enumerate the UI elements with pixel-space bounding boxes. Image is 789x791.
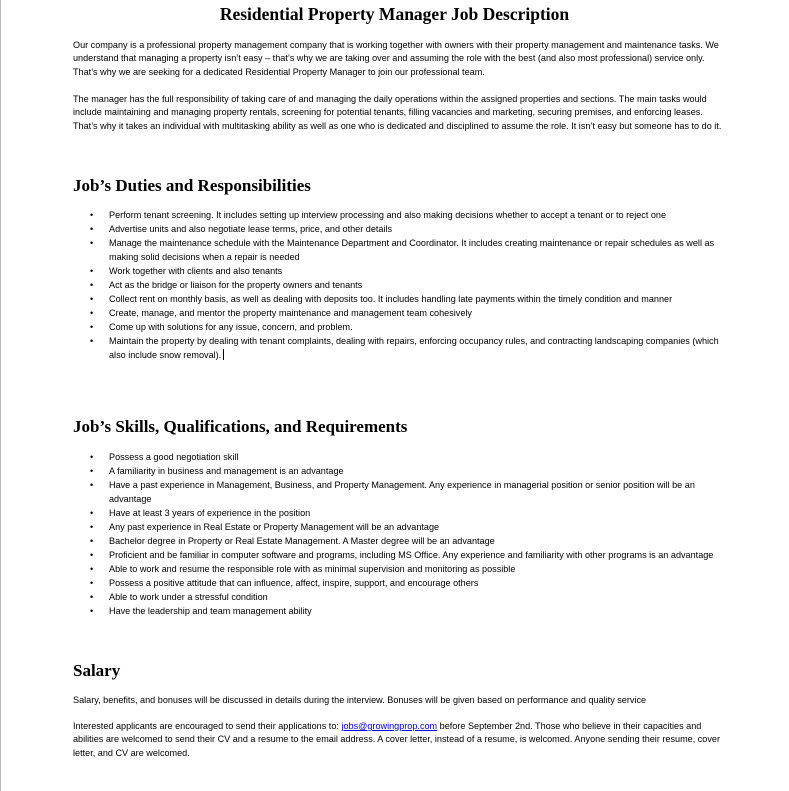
skill-item [73, 548, 723, 562]
duty-item-text: Act as the bridge or liaison for the property owners and tenants [109, 280, 363, 290]
bullet-icon: • [90, 480, 94, 490]
bullet-icon: • [90, 550, 94, 560]
skill-item-text: Have a past experience in Management, Business, and Property Management. Any experience in managerial position or senior position will be an advantage [109, 480, 695, 504]
skill-item [73, 576, 723, 590]
duty-item-text: Maintain the property by dealing with tenant complaints, dealing with repairs, enforcing occupancy rules, and contracting landscaping companies (which also include snow removal). [109, 336, 719, 360]
bullet-icon: • [90, 294, 94, 304]
bullet-icon: • [90, 224, 94, 234]
duty-item [73, 334, 723, 362]
skill-item-text: Able to work under a stressful condition [109, 592, 268, 602]
duty-item [73, 208, 723, 222]
skill-item [73, 562, 723, 576]
skill-item-text: A familiarity in business and management is an advantage [109, 466, 344, 476]
bullet-icon: • [90, 322, 94, 332]
bullet-icon: • [90, 238, 94, 248]
bullet-icon: • [90, 266, 94, 276]
intro-paragraph-2: The manager has the full responsibility of taking care of and managing the daily operations within the assigned properties and sections. The main tasks would include maintaining and managing property rentals, screening for potential tenants, filling vacancies and marketing, securing premises, and enforcing leases. That’s why it takes an individual with multitasking ability as well as one who is dedicated and disciplined to assume the role. It isn’t easy but someone has to do it. [73, 94, 722, 131]
skill-item [73, 534, 723, 548]
duty-item-text: Perform tenant screening. It includes setting up interview processing and also making decisions whether to accept a tenant or to reject one [109, 210, 667, 220]
skill-item-text: Able to work and resume the responsible role with as minimal supervision and monitoring as possible [109, 564, 516, 574]
bullet-icon: • [90, 336, 94, 346]
bullet-icon: • [90, 592, 94, 602]
page-left-edge [0, 0, 1, 791]
duty-item [73, 278, 723, 292]
duty-item-text: Come up with solutions for any issue, concern, and problem. [109, 322, 353, 332]
skill-item-text: Possess a positive attitude that can influence, affect, inspire, support, and encourage others [109, 578, 479, 588]
skill-item-text: Have at least 3 years of experience in the position [109, 508, 311, 518]
bullet-icon: • [90, 466, 94, 476]
skills-list [73, 450, 723, 618]
salary-paragraph-1: Salary, benefits, and bonuses will be discussed in details during the interview. Bonuses will be given based on performance and quality service [73, 695, 647, 705]
skill-item [73, 506, 723, 520]
skill-item [73, 450, 723, 464]
skill-item-text: Possess a good negotiation skill [109, 452, 239, 462]
skill-item-text: Proficient and be familiar in computer software and programs, including MS Office. Any experience and familiarity with other programs is an advantage [109, 550, 714, 560]
duties-list [73, 208, 723, 362]
skill-item-text: Bachelor degree in Property or Real Estate Management. A Master degree will be an advantage [109, 536, 495, 546]
text-cursor [223, 349, 224, 360]
duty-item [73, 222, 723, 236]
bullet-icon: • [90, 210, 94, 220]
intro-paragraph-1: Our company is a professional property management company that is working together with owners with their property management and maintenance tasks. We understand that managing a property isn’t easy – that’s why we are taking over and assuming the role with the best (and also most professional) service only. That’s why we are seeking for a dedicated Residential Property Manager to join our professional team. [73, 40, 719, 77]
salary-heading: Salary [73, 661, 121, 680]
duty-item-text: Create, manage, and mentor the property maintenance and management team cohesively [109, 308, 472, 318]
bullet-icon: • [90, 508, 94, 518]
duty-item [73, 306, 723, 320]
skill-item [73, 590, 723, 604]
duty-item-text: Work together with clients and also tenants [109, 266, 283, 276]
salary-text-before-email: Interested applicants are encouraged to send their applications to: [73, 721, 342, 731]
skill-item [73, 478, 723, 506]
skill-item-text: Any past experience in Real Estate or Property Management will be an advantage [109, 522, 440, 532]
bullet-icon: • [90, 578, 94, 588]
duty-item [73, 236, 723, 264]
bullet-icon: • [90, 564, 94, 574]
skill-item-text: Have the leadership and team management ability [109, 606, 312, 616]
duty-item [73, 292, 723, 306]
bullet-icon: • [90, 606, 94, 616]
skill-item [73, 464, 723, 478]
duty-item [73, 320, 723, 334]
salary-text-after-email: before September 2nd. Those who believe in their capacities and abilities are welcomed to send their CV and a resume to the email address. A cover letter, instead of a resume, is welcomed. Anyone sending their resume, cover letter, and CV are welcomed. [73, 721, 721, 758]
bullet-icon: • [90, 308, 94, 318]
document-title: Residential Property Manager Job Description [219, 4, 570, 24]
duty-item [73, 264, 723, 278]
skill-item [73, 520, 723, 534]
bullet-icon: • [90, 536, 94, 546]
skills-heading: Job’s Skills, Qualifications, and Requirements [73, 417, 408, 436]
duty-item-text: Advertise units and also negotiate lease terms, price, and other details [109, 224, 393, 234]
salary-paragraph-2 [73, 720, 723, 760]
skill-item [73, 604, 723, 618]
email-link[interactable]: jobs@growingprop.com [341, 721, 438, 731]
bullet-icon: • [90, 280, 94, 290]
duties-heading: Job’s Duties and Responsibilities [73, 176, 311, 195]
duty-item-text: Manage the maintenance schedule with the Maintenance Department and Coordinator. It includes creating maintenance or repair schedules as well as making solid decisions when a repair is needed [109, 238, 715, 262]
bullet-icon: • [90, 522, 94, 532]
duty-item-text: Collect rent on monthly basis, as well as dealing with deposits too. It includes handling late payments within the timely condition and manner [109, 294, 673, 304]
bullet-icon: • [90, 452, 94, 462]
